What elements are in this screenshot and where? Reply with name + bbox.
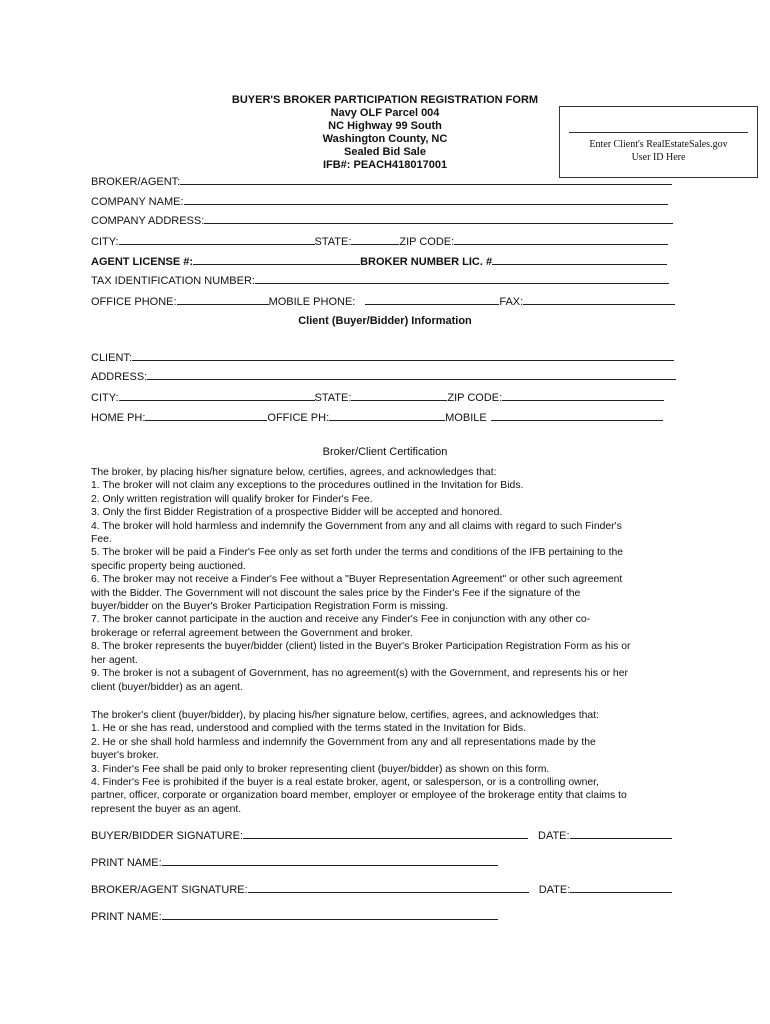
- client-mobile-field[interactable]: [491, 410, 663, 421]
- broker-zip-field[interactable]: [454, 234, 668, 245]
- broker-print-name-row: [91, 909, 498, 923]
- broker-city-row: [91, 234, 668, 248]
- parcel-location: NC Highway 99 South: [328, 120, 442, 132]
- broker-print-name-field[interactable]: [162, 909, 498, 920]
- broker-cert-line: brokerage or referral agreement between the Government and broker.: [91, 627, 413, 639]
- client-cert-line: 3. Finder's Fee shall be paid only to broker representing client (buyer/bidder) as shown on this form.: [91, 763, 550, 775]
- broker-cert-line: her agent.: [91, 654, 138, 666]
- office-phone-label: OFFICE PHONE:: [91, 296, 177, 308]
- client-zip-field[interactable]: [502, 390, 664, 401]
- client-cert-line: 2. He or she shall hold harmless and indemnify the Government from any and all representations made by the: [91, 736, 596, 748]
- client-address-label: ADDRESS:: [91, 371, 148, 383]
- client-address-field[interactable]: [147, 369, 676, 380]
- buyer-signature-label: BUYER/BIDDER SIGNATURE:: [91, 830, 243, 842]
- broker-cert-line: client (buyer/bidder) as an agent.: [91, 681, 243, 693]
- broker-city-field[interactable]: [119, 234, 315, 245]
- broker-signature-field[interactable]: [248, 882, 529, 893]
- broker-state-field[interactable]: [351, 234, 399, 245]
- broker-certification-text: [91, 466, 683, 694]
- agent-license-label: AGENT LICENSE #:: [91, 256, 194, 268]
- tax-id-label: TAX IDENTIFICATION NUMBER:: [91, 275, 255, 287]
- tax-id-field[interactable]: [255, 273, 669, 284]
- agent-license-field[interactable]: [193, 254, 360, 265]
- user-id-line[interactable]: [569, 132, 748, 133]
- home-ph-field[interactable]: [145, 410, 267, 421]
- client-state-label: STATE:: [314, 392, 352, 404]
- broker-agent-row: [91, 174, 672, 188]
- mobile-phone-field[interactable]: [365, 294, 499, 305]
- broker-signature-label: BROKER/AGENT SIGNATURE:: [91, 884, 248, 896]
- broker-cert-line: 7. The broker cannot participate in the auction and receive any Finder's Fee in conjunction with any other co-: [91, 614, 591, 626]
- client-label: CLIENT:: [91, 352, 132, 364]
- broker-state-label: STATE:: [314, 236, 352, 248]
- company-address-field[interactable]: [204, 213, 673, 224]
- broker-number-label: BROKER NUMBER LIC. #: [360, 256, 493, 268]
- buyer-signature-field[interactable]: [243, 828, 528, 839]
- client-mobile-label: MOBILE: [445, 412, 487, 424]
- parcel-name: Navy OLF Parcel 004: [330, 107, 440, 119]
- tax-id-row: [91, 273, 669, 287]
- buyer-print-name-label: PRINT NAME:: [91, 857, 162, 869]
- broker-date-label: DATE:: [538, 884, 571, 896]
- user-id-instruction: Enter Client's RealEstateSales.gov: [589, 139, 728, 150]
- company-name-row: [91, 194, 668, 208]
- broker-cert-line: 8. The broker represents the buyer/bidder (client) listed in the Buyer's Broker Participation Registration Form as his or: [91, 641, 631, 653]
- client-cert-line: partner, officer, corporate or organization board member, employer or employee of the brokerage entity that claims to: [91, 790, 627, 802]
- client-cert-line: The broker's client (buyer/bidder), by placing his/her signature below, certifies, agrees, and acknowledges that:: [91, 710, 599, 721]
- buyer-date-field[interactable]: [570, 828, 672, 839]
- broker-cert-line: 4. The broker will hold harmless and indemnify the Government from any and all claims with regard to such Finder's: [91, 520, 622, 532]
- ifb-number: IFB#: PEACH418017001: [322, 159, 448, 171]
- office-ph-label: OFFICE PH:: [267, 412, 330, 424]
- buyer-signature-row: [91, 828, 672, 842]
- company-address-label: COMPANY ADDRESS:: [91, 215, 205, 227]
- broker-cert-line: specific property being auctioned.: [91, 560, 246, 572]
- client-address-row: [91, 369, 676, 383]
- broker-number-field[interactable]: [492, 254, 667, 265]
- broker-cert-line: Fee.: [91, 534, 112, 546]
- broker-cert-line: 1. The broker will not claim any exceptions to the procedures outlined in the Invitation for Bids.: [91, 480, 524, 492]
- broker-city-label: CITY:: [91, 236, 119, 248]
- user-id-box[interactable]: [559, 106, 758, 178]
- client-field[interactable]: [132, 350, 674, 361]
- client-state-field[interactable]: [351, 390, 447, 401]
- company-name-label: COMPANY NAME:: [91, 196, 184, 208]
- broker-zip-label: ZIP CODE:: [399, 236, 455, 248]
- buyer-date-label: DATE:: [538, 830, 570, 842]
- broker-cert-line: with the Bidder. The Government will not discount the sales price by the Finder's Fee if the signature of the: [91, 587, 581, 599]
- form-title: BUYER'S BROKER PARTICIPATION REGISTRATION FORM: [231, 94, 539, 106]
- broker-cert-line: 5. The broker will be paid a Finder's Fee only as set forth under the terms and conditions of the IFB pertaining to the: [91, 547, 624, 559]
- office-phone-field[interactable]: [177, 294, 269, 305]
- client-cert-line: 1. He or she has read, understood and complied with the terms stated in the Invitation for Bids.: [91, 723, 526, 735]
- home-ph-label: HOME PH:: [91, 412, 146, 424]
- user-id-label: User ID Here: [631, 152, 686, 163]
- company-address-row: [91, 213, 673, 227]
- broker-cert-line: 3. Only the first Bidder Registration of a prospective Bidder will be accepted and honored.: [91, 507, 503, 519]
- client-city-row: [91, 390, 664, 404]
- parcel-county: Washington County, NC: [322, 133, 448, 145]
- broker-agent-label: BROKER/AGENT:: [91, 176, 181, 188]
- broker-agent-field[interactable]: [180, 174, 672, 185]
- client-zip-label: ZIP CODE:: [447, 392, 503, 404]
- mobile-phone-label: MOBILE PHONE:: [268, 296, 356, 308]
- client-city-label: CITY:: [91, 392, 119, 404]
- broker-cert-line: 2. Only written registration will qualify broker for Finder's Fee.: [91, 493, 373, 505]
- certification-heading: Broker/Client Certification: [322, 446, 448, 458]
- broker-print-name-label: PRINT NAME:: [91, 911, 162, 923]
- company-name-field[interactable]: [184, 194, 668, 205]
- client-cert-line: buyer's broker.: [91, 750, 159, 762]
- client-cert-line: represent the buyer as an agent.: [91, 803, 242, 815]
- client-row: [91, 350, 674, 364]
- sale-type: Sealed Bid Sale: [344, 146, 426, 158]
- fax-field[interactable]: [523, 294, 675, 305]
- fax-label: FAX:: [499, 296, 524, 308]
- client-certification-text: [91, 709, 683, 816]
- broker-cert-line: 6. The broker may not receive a Finder's Fee without a "Buyer Representation Agreement" or other such agreement: [91, 574, 623, 586]
- broker-cert-line: buyer/bidder on the Buyer's Broker Participation Registration Form is missing.: [91, 601, 449, 613]
- broker-signature-row: [91, 882, 672, 896]
- client-cert-line: 4. Finder's Fee is prohibited if the buyer is a real estate broker, agent, or salesperson, or is a controlling owner,: [91, 777, 599, 789]
- broker-cert-line: The broker, by placing his/her signature below, certifies, agrees, and acknowledges that:: [91, 467, 497, 478]
- license-row: [91, 254, 667, 268]
- client-section-heading: Client (Buyer/Bidder) Information: [298, 315, 472, 327]
- broker-cert-line: 9. The broker is not a subagent of Government, has no agreement(s) with the Government, and represents his or her: [91, 668, 628, 680]
- broker-date-field[interactable]: [570, 882, 672, 893]
- buyer-print-name-row: [91, 855, 498, 869]
- client-city-field[interactable]: [119, 390, 315, 401]
- client-phone-row: [91, 410, 663, 424]
- buyer-print-name-field[interactable]: [162, 855, 498, 866]
- phone-row: [91, 294, 675, 308]
- office-ph-field[interactable]: [329, 410, 445, 421]
